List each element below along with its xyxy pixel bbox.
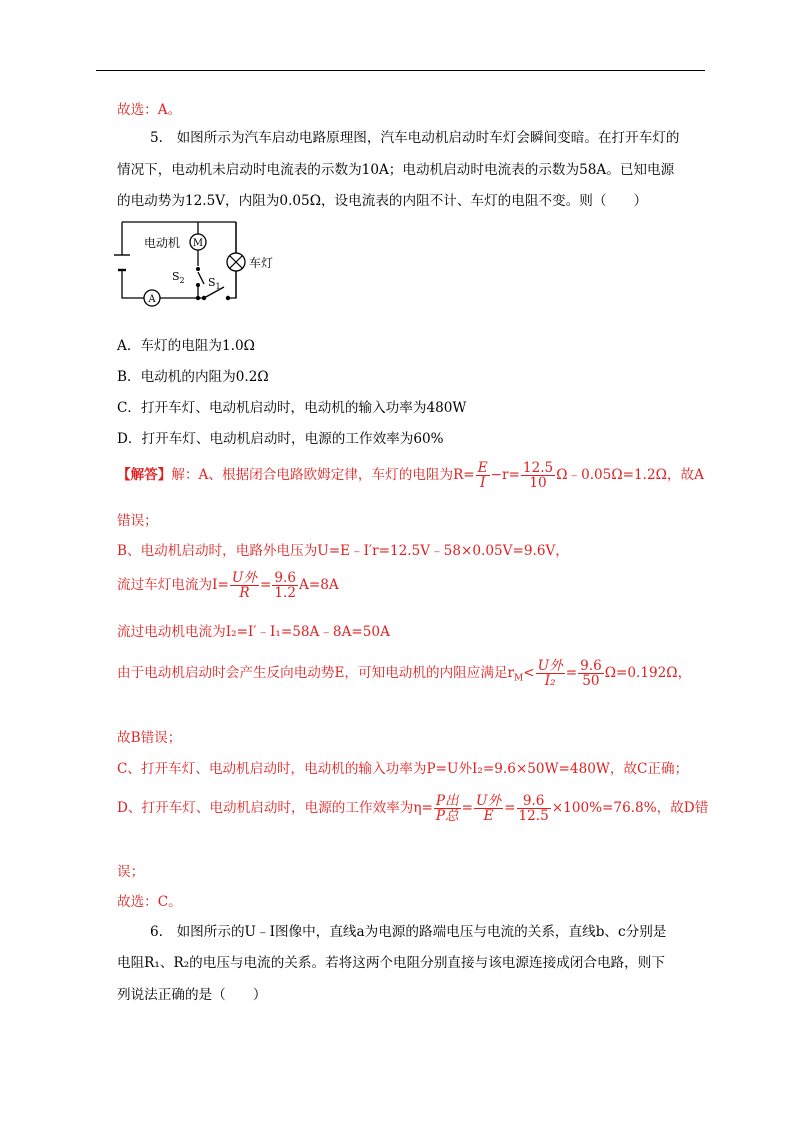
option-b: B．电动机的内阻为0.2Ω bbox=[117, 369, 269, 385]
header-rule bbox=[96, 70, 705, 71]
solution-c: C、打开车灯、电动机启动时，电动机的输入功率为P=U外I₂=9.6×50W=480W，故C正确； bbox=[117, 761, 689, 777]
q6-line3: 列说法正确的是（ ） bbox=[117, 987, 267, 1003]
solution-a: 【解答】解：A、根据闭合电路欧姆定律，车灯的电阻为R= $\frac{E}{I}$ −r= $\frac{12.5}{10}$ Ω﹣0.05Ω=1.2Ω，故A bbox=[117, 459, 704, 491]
q5-line2: 情况下，电动机未启动时电流表的示数为10A；电动机启动时电流表的示数为58A。已知电源 bbox=[117, 162, 675, 178]
option-c: C．打开车灯、电动机启动时，电动机的输入功率为480W bbox=[117, 400, 467, 416]
motor-label: 电动机 bbox=[144, 236, 181, 250]
solution-b5: 故B错误； bbox=[117, 730, 182, 746]
final-answer: 故选：C。 bbox=[117, 894, 182, 910]
solution-a-cont: 错误； bbox=[117, 513, 158, 529]
q6-line2: 电阻R₁、R₂的电压与电流的关系。若将这两个电阻分别直接与该电源连接成闭合电路，则下 bbox=[117, 955, 665, 971]
solution-b4: 由于电动机启动时会产生反向电动势E，可知电动机的内阻应满足$r_M<$ $\frac{\text{U外}}{\text{I₂}}$ = $\frac{9.6}{50}$ Ω=0.192Ω， bbox=[117, 657, 692, 689]
solution-b1: B、电动机启动时，电路外电压为U=E﹣I′r=12.5V﹣58×0.05V=9.6V， bbox=[117, 543, 569, 559]
lamp-label: 车灯 bbox=[249, 256, 274, 270]
ammeter-symbol: A bbox=[148, 294, 156, 305]
prev-answer: 故选：A。 bbox=[117, 102, 182, 118]
q5-line3: 的电动势为12.5V，内阻为0.05Ω，设电流表的内阻不计、车灯的电阻不变。则（ ） bbox=[117, 193, 648, 209]
solution-tag: 【解答】 bbox=[117, 467, 172, 483]
q5-line1: 5. 如图所示为汽车启动电路原理图，汽车电动机启动时车灯会瞬间变暗。在打开车灯的 bbox=[150, 130, 680, 146]
solution-d: D、打开车灯、电动机启动时，电源的工作效率为η= $\frac{\text{P出}}{\text{P总}}$ = $\frac{\text{U外}}{E}$ = $\frac{9.6}{12.5}$ ×100%=76.8%，故D错 bbox=[117, 792, 709, 824]
solution-d-cont: 误； bbox=[117, 864, 145, 880]
switch-s2-label: $S_2$ bbox=[172, 270, 185, 285]
option-a: A．车灯的电阻为1.0Ω bbox=[117, 338, 255, 354]
switch-s1-label: $S_1$ bbox=[208, 276, 221, 291]
motor-symbol: M bbox=[192, 238, 204, 249]
option-d: D．打开车灯、电动机启动时，电源的工作效率为60% bbox=[117, 431, 444, 447]
solution-b3: 流过电动机电流为I₂=I′﹣I₁=58A﹣8A=50A bbox=[117, 624, 390, 640]
solution-b2: 流过车灯电流为I= $\frac{\text{U外}}{R}$ = $\frac{9.6}{1.2}$ A=8A bbox=[117, 569, 339, 601]
circuit-diagram bbox=[110, 212, 290, 310]
q6-line1: 6. 如图所示的U﹣I图像中，直线a为电源的路端电压与电流的关系，直线b、c分别是 bbox=[150, 924, 667, 940]
